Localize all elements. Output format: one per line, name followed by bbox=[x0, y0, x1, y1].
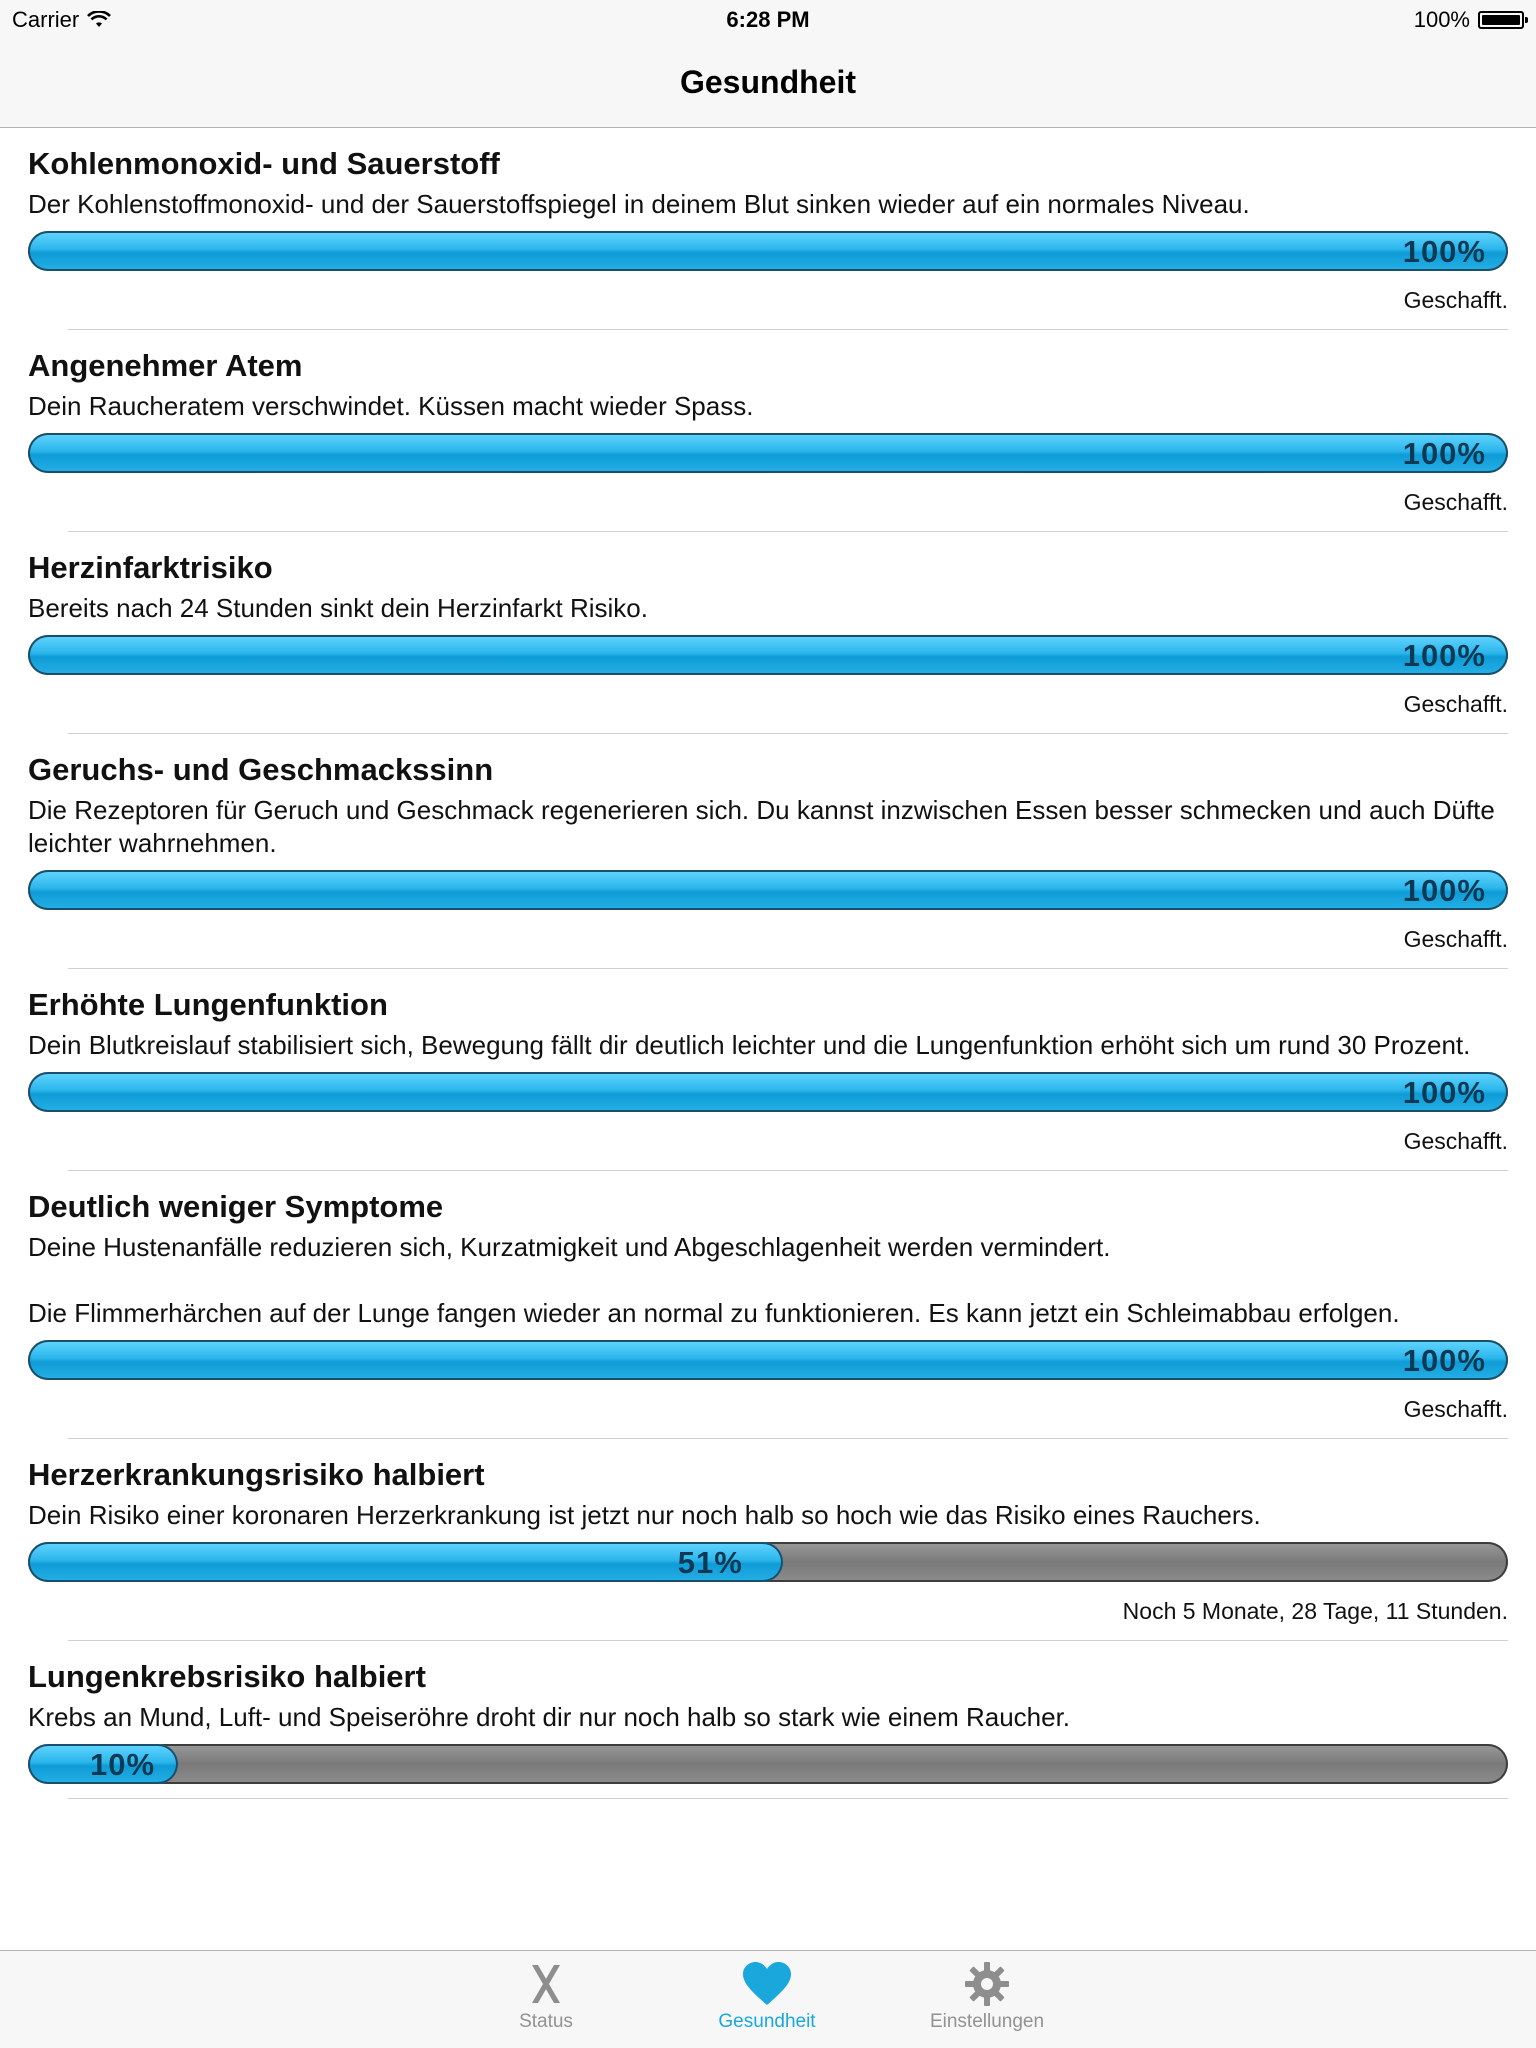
progress-bar bbox=[28, 870, 1508, 910]
milestone-status: Geschafft. bbox=[1403, 489, 1508, 515]
progress-percent: 51% bbox=[677, 1545, 743, 1580]
milestone-title: Angenehmer Atem bbox=[28, 348, 303, 383]
milestone-status: Geschafft. bbox=[1403, 287, 1508, 313]
progress-bar bbox=[28, 1340, 1508, 1380]
milestone-cell[interactable] bbox=[0, 969, 1536, 1171]
progress-percent: 100% bbox=[1402, 436, 1486, 471]
milestone-description: Dein Raucheratem verschwindet. Küssen macht wieder Spass. bbox=[28, 391, 754, 421]
milestone-title: Kohlenmonoxid- und Sauerstoff bbox=[28, 146, 500, 181]
progress-bar bbox=[28, 433, 1508, 473]
tab-gesundheit[interactable] bbox=[657, 1961, 877, 2033]
milestone-cell[interactable] bbox=[0, 1171, 1536, 1439]
progress-percent: 100% bbox=[1402, 234, 1486, 269]
progress-fill bbox=[28, 635, 1508, 675]
progress-bar bbox=[28, 635, 1508, 675]
milestone-title: Herzerkrankungsrisiko halbiert bbox=[28, 1457, 485, 1492]
progress-percent: 100% bbox=[1402, 1075, 1486, 1110]
milestone-description: Krebs an Mund, Luft- und Speiseröhre droht dir nur noch halb so stark wie einem Raucher. bbox=[28, 1702, 1071, 1732]
milestone-status: Geschafft. bbox=[1403, 1128, 1508, 1154]
milestone-cell[interactable] bbox=[0, 532, 1536, 734]
milestone-status: Geschafft. bbox=[1403, 1396, 1508, 1422]
x-mark-icon bbox=[524, 1961, 568, 2007]
milestone-description: Bereits nach 24 Stunden sinkt dein Herzinfarkt Risiko. bbox=[28, 593, 648, 623]
tab-gesundheit-label: Gesundheit bbox=[718, 2011, 816, 2032]
page-title: Gesundheit bbox=[679, 64, 856, 100]
milestone-cell[interactable] bbox=[0, 1439, 1536, 1641]
progress-fill bbox=[28, 231, 1508, 271]
milestone-title: Deutlich weniger Symptome bbox=[28, 1189, 444, 1224]
tab-status-label: Status bbox=[519, 2011, 573, 2032]
milestone-cell[interactable] bbox=[0, 128, 1536, 330]
milestone-description: Der Kohlenstoffmonoxid- und der Sauerstoffspiegel in deinem Blut sinken wieder auf ein normales Niveau. bbox=[28, 189, 1250, 219]
tab-einstellungen-label: Einstellungen bbox=[929, 2011, 1045, 2032]
milestone-description: Dein Blutkreislauf stabilisiert sich, Bewegung fällt dir deutlich leichter und die Lungenfunktion erhöht sich um rund 30 Prozent. bbox=[28, 1030, 1471, 1060]
progress-bar bbox=[28, 1542, 1508, 1582]
gear-icon bbox=[964, 1961, 1010, 2007]
progress-fill bbox=[28, 433, 1508, 473]
progress-fill bbox=[28, 1340, 1508, 1380]
health-milestone-list[interactable] bbox=[0, 128, 1536, 1799]
milestone-description: Die Rezeptoren für Geruch und Geschmack regenerieren sich. Du kannst inzwischen Essen besser schmecken und auch Düfte leichter wahrnehmen. bbox=[28, 795, 1495, 858]
milestone-description: Dein Risiko einer koronaren Herzerkrankung ist jetzt nur noch halb so hoch wie das Risiko eines Rauchers. bbox=[28, 1500, 1261, 1530]
milestone-cell[interactable] bbox=[0, 1641, 1536, 1799]
progress-bar bbox=[28, 231, 1508, 271]
milestone-description: Deine Hustenanfälle reduzieren sich, Kurzatmigkeit und Abgeschlagenheit werden vermindert. Die Flimmerhärchen auf der Lunge fangen wieder an normal zu funktionieren. Es kann jetzt ein Schleimabbau erfolgen. bbox=[28, 1232, 1400, 1328]
battery-percent: 100% bbox=[1413, 7, 1470, 32]
tab-einstellungen[interactable] bbox=[877, 1961, 1097, 2033]
progress-fill bbox=[28, 870, 1508, 910]
clock: 6:28 PM bbox=[726, 7, 810, 32]
progress-bar bbox=[28, 1072, 1508, 1112]
progress-fill bbox=[28, 1542, 783, 1582]
tab-status[interactable] bbox=[436, 1961, 656, 2033]
heart-icon bbox=[741, 1961, 793, 2007]
progress-bar bbox=[28, 1744, 1508, 1784]
milestone-title: Herzinfarktrisiko bbox=[28, 550, 273, 585]
carrier-label: Carrier bbox=[12, 7, 80, 32]
battery-icon bbox=[1478, 11, 1524, 29]
progress-percent: 10% bbox=[90, 1747, 156, 1782]
milestone-title: Lungenkrebsrisiko halbiert bbox=[28, 1659, 426, 1694]
milestone-title: Erhöhte Lungenfunktion bbox=[28, 987, 388, 1022]
row-separator bbox=[68, 1798, 1508, 1799]
milestone-status: Geschafft. bbox=[1403, 926, 1508, 952]
milestone-cell[interactable] bbox=[0, 734, 1536, 969]
progress-percent: 100% bbox=[1402, 1343, 1486, 1378]
battery-indicator bbox=[1414, 7, 1524, 33]
milestone-cell[interactable] bbox=[0, 330, 1536, 532]
progress-fill bbox=[28, 1072, 1508, 1112]
milestone-title: Geruchs- und Geschmackssinn bbox=[28, 752, 494, 787]
milestone-status: Noch 5 Monate, 28 Tage, 11 Stunden. bbox=[1122, 1598, 1508, 1624]
status-bar bbox=[0, 0, 1536, 40]
tab-bar bbox=[0, 1950, 1536, 2048]
progress-percent: 100% bbox=[1402, 638, 1486, 673]
progress-percent: 100% bbox=[1402, 873, 1486, 908]
milestone-status: Geschafft. bbox=[1403, 691, 1508, 717]
